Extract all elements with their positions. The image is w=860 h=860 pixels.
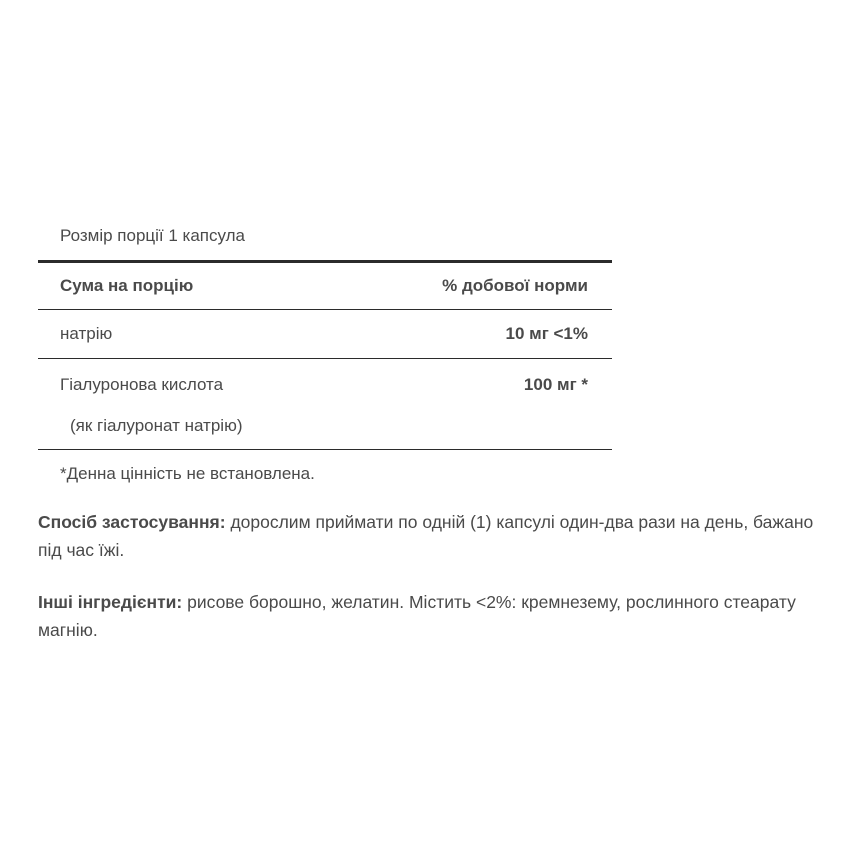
supplement-facts-table bbox=[38, 214, 612, 498]
serving-size: Розмір порції 1 капсула bbox=[60, 226, 246, 245]
ingredients-paragraph bbox=[38, 588, 838, 644]
table-row bbox=[38, 310, 612, 358]
footnote: *Денна цінність не встановлена. bbox=[60, 464, 315, 483]
ingredients-text: рисове борошно, желатин. Містить <2%: кремнезему, рослинного стеарату магнію. bbox=[38, 592, 796, 640]
directions-paragraph bbox=[38, 508, 838, 564]
directions-label: Спосіб застосування: bbox=[38, 512, 226, 532]
nutrient-name: натрію bbox=[60, 324, 113, 343]
nutrient-amount: 10 мг <1% bbox=[505, 324, 588, 343]
header-daily-value: % добової норми bbox=[442, 276, 588, 295]
ingredients-label: Інші інгредієнти: bbox=[38, 592, 183, 612]
nutrient-source-note: (як гіалуронат натрію) bbox=[70, 416, 243, 435]
directions-text: дорослим приймати по одній (1) капсулі один-два рази на день, бажано під час їжі. bbox=[38, 512, 814, 560]
table-header bbox=[38, 263, 612, 309]
table-row bbox=[38, 359, 612, 449]
nutrient-amount: 100 мг * bbox=[523, 375, 588, 394]
header-amount-per-serving: Сума на порцію bbox=[60, 276, 194, 295]
nutrient-name: Гіалуронова кислота bbox=[60, 375, 224, 394]
